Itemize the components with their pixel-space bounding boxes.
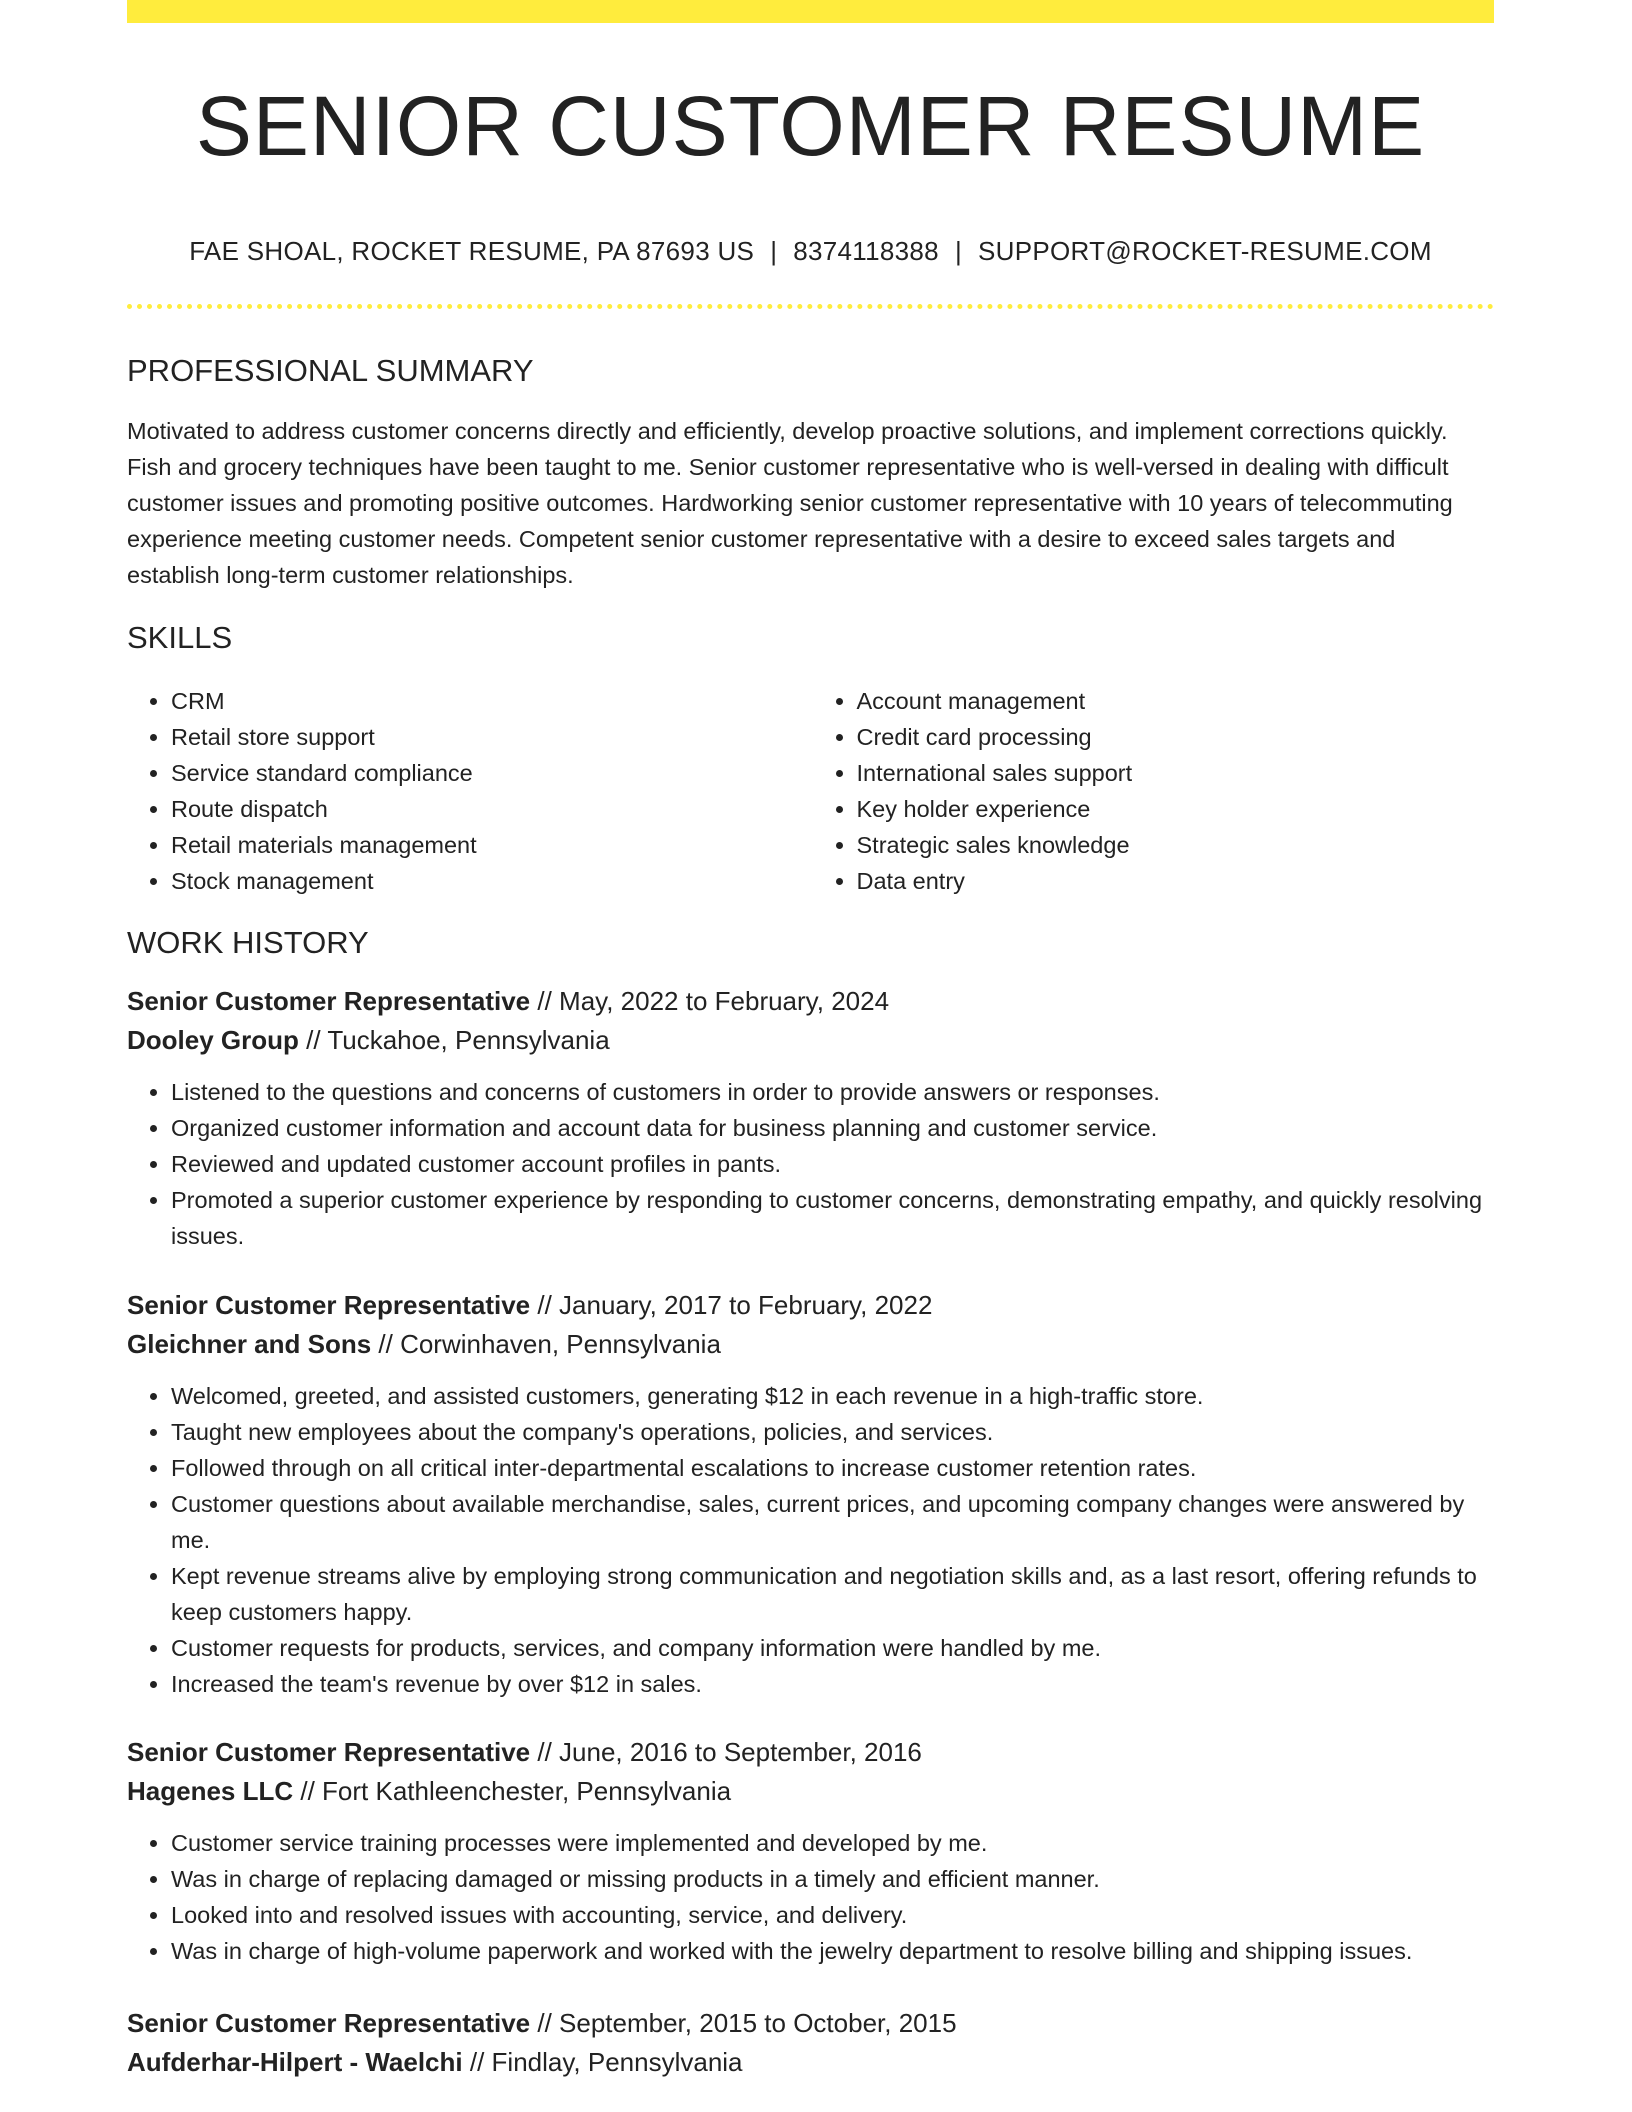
job-title-line [127,1286,1494,1325]
job-company-line [127,1772,1494,1811]
job-location: // Tuckahoe, Pennsylvania [298,1025,610,1055]
job-dates: // September, 2015 to October, 2015 [530,2008,957,2038]
job-company-line [127,2043,1494,2082]
skill-item: • International sales support [857,755,1495,791]
job-bullet: • Followed through on all critical inter-departmental escalations to increase customer retention rates. [171,1450,1494,1486]
contact-phone: 8374118388 [793,236,939,266]
job-company: Aufderhar-Hilpert - Waelchi [127,2047,463,2077]
skill-item: • Stock management [171,863,809,899]
contact-email: SUPPORT@ROCKET-RESUME.COM [978,236,1432,266]
job-bullet: • Welcomed, greeted, and assisted customers, generating $12 in each revenue in a high-traffic store. [171,1378,1494,1414]
job-bullets [127,1074,1494,1254]
job-role: Senior Customer Representative [127,1737,531,1767]
skills-column-right [809,683,1495,899]
contact-line [127,236,1494,267]
top-accent-bar [127,0,1494,23]
job-entry [127,2004,1494,2082]
job-bullet: • Reviewed and updated customer account profiles in pants. [171,1146,1494,1182]
job-bullet: • Organized customer information and account data for business planning and customer service. [171,1110,1494,1146]
job-company: Hagenes LLC [127,1776,294,1806]
job-location: // Findlay, Pennsylvania [462,2047,743,2077]
skill-item: • Key holder experience [857,791,1495,827]
job-bullet: • Customer questions about available merchandise, sales, current prices, and upcoming company changes were answered by me. [171,1486,1494,1558]
job-company: Dooley Group [127,1025,299,1055]
job-bullet: • Customer service training processes were implemented and developed by me. [171,1825,1494,1861]
resume-title: SENIOR CUSTOMER RESUME [195,79,1426,173]
contact-separator: | [954,236,962,266]
job-role: Senior Customer Representative [127,1290,531,1320]
job-role: Senior Customer Representative [127,2008,531,2038]
contact-separator: | [770,236,778,266]
skill-item: • Credit card processing [857,719,1495,755]
job-company: Gleichner and Sons [127,1329,372,1359]
job-bullet: • Listened to the questions and concerns of customers in order to provide answers or responses. [171,1074,1494,1110]
skill-item: • Retail materials management [171,827,809,863]
work-history-heading: WORK HISTORY [127,925,369,960]
job-entry [127,982,1494,1254]
skill-item: • Data entry [857,863,1495,899]
job-bullet: • Was in charge of replacing damaged or missing products in a timely and efficient manner. [171,1861,1494,1897]
job-role: Senior Customer Representative [127,986,531,1016]
job-location: // Corwinhaven, Pennsylvania [371,1329,721,1359]
job-title-line [127,982,1494,1021]
job-location: // Fort Kathleenchester, Pennsylvania [293,1776,732,1806]
job-title-line [127,2004,1494,2043]
skill-item: • CRM [171,683,809,719]
job-bullet: • Was in charge of high-volume paperwork and worked with the jewelry department to resolve billing and shipping issues. [171,1933,1494,1969]
job-bullet: • Looked into and resolved issues with accounting, service, and delivery. [171,1897,1494,1933]
job-company-line [127,1325,1494,1364]
summary-text: Motivated to address customer concerns directly and efficiently, develop proactive solutions, and implement corrections quickly. Fish and grocery techniques have been taught to me. Senior customer representative who is well-versed in dealing with difficult customer issues and promoting positive outcomes. Hardworking senior customer representative with 10 years of telecommuting experience meeting customer needs. Competent senior customer representative with a desire to exceed sales targets and establish long-term customer relationships. [127,418,1453,588]
dotted-divider [127,304,1494,309]
skill-item: • Retail store support [171,719,809,755]
summary-heading: PROFESSIONAL SUMMARY [127,353,534,388]
skill-item: • Account management [857,683,1495,719]
contact-address: FAE SHOAL, ROCKET RESUME, PA 87693 US [189,236,755,266]
skills-heading: SKILLS [127,620,233,655]
job-dates: // May, 2022 to February, 2024 [530,986,890,1016]
skill-item: • Service standard compliance [171,755,809,791]
job-bullet: • Increased the team's revenue by over $12 in sales. [171,1666,1494,1702]
skills-list [127,683,1494,899]
skill-item: • Strategic sales knowledge [857,827,1495,863]
job-bullet: • Customer requests for products, services, and company information were handled by me. [171,1630,1494,1666]
job-company-line [127,1021,1494,1060]
job-title-line [127,1733,1494,1772]
job-entry [127,1286,1494,1702]
job-dates: // January, 2017 to February, 2022 [530,1290,933,1320]
job-entry [127,1733,1494,1969]
job-bullet: • Taught new employees about the company's operations, policies, and services. [171,1414,1494,1450]
job-bullets [127,1378,1494,1702]
job-bullets [127,1825,1494,1969]
job-dates: // June, 2016 to September, 2016 [530,1737,922,1767]
skill-item: • Route dispatch [171,791,809,827]
job-bullet: • Promoted a superior customer experience by responding to customer concerns, demonstrating empathy, and quickly resolving issues. [171,1182,1494,1254]
job-bullet: • Kept revenue streams alive by employing strong communication and negotiation skills and, as a last resort, offering refunds to keep customers happy. [171,1558,1494,1630]
skills-column-left [127,683,809,899]
